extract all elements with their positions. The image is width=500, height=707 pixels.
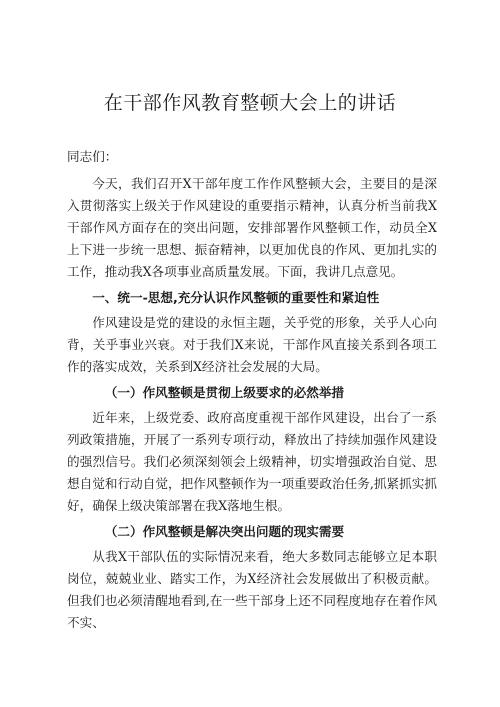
- document-title: 在干部作风教育整顿大会上的讲话: [103, 92, 397, 114]
- document-body: [67, 146, 437, 634]
- subsection-1-paragraph: 近年来，上级党委、政府高度重视干部作风建设，出台了一系列政策措施，开展了一系列专项行动，释放出了持续加强作风建设的强烈信号。我们必须深刻领会上级精神，切实增强政治自觉、思想自觉和行动自觉，把作风整顿作为一项重要政治任务,抓紧抓实抓好，确保上级决策部署在我X落地生根。: [67, 410, 437, 513]
- subsection-2-paragraph: 从我X干部队伍的实际情况来看，绝大多数同志能够立足本职岗位，兢兢业业、踏实工作，为X经济社会发展做出了积极贡献。但我们也必须清醒地看到,在一些干部身上还不同程度地存在着作风不实、: [67, 549, 437, 630]
- salutation: 同志们：: [67, 149, 118, 164]
- section-1-paragraph: 作风建设是党的建设的永恒主题，关乎党的形象，关乎人心向背，关乎事业兴衰。对于我们X来说，干部作风直接关系到各项工作的落实成效，关系到X经济社会发展的大局。: [67, 315, 437, 374]
- section-1-heading: 一、统一-思想,充分认识作风整顿的重要性和紧迫性: [92, 290, 380, 305]
- subsection-2-heading: （二）作风整顿是解决突出问题的现实需要: [104, 524, 345, 539]
- intro-paragraph: 今天，我们召开X干部年度工作作风整顿大会，主要目的是深入贯彻落实上级关于作风建设的重要指示精神，认真分析当前我X干部作风方面存在的突出问题，安排部署作风整顿工作，动员全X上下进一步统一思想、振奋精神，以更加优良的作风、更加扎实的工作，推动我X各项事业高质量发展。下面，我讲几点意见。: [67, 176, 437, 279]
- subsection-1-heading: （一）作风整顿是贯彻上级要求的必然举措: [104, 385, 345, 400]
